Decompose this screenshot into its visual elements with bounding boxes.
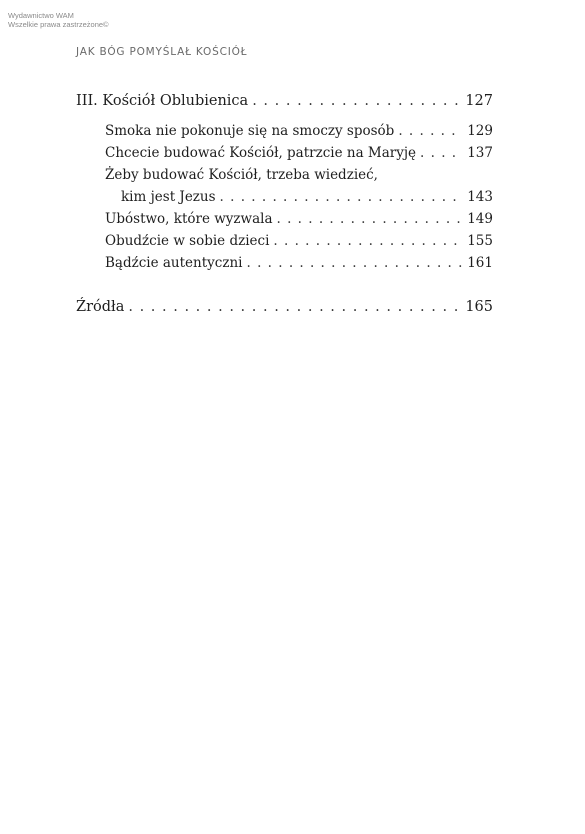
watermark-rights: Wszelkie prawa zastrzeżone© <box>8 20 109 29</box>
toc-entry-title: Smoka nie pokonuje się na smoczy sposób <box>105 123 395 139</box>
toc-page-number: 127 <box>465 93 493 109</box>
toc-sources-title: Źródła <box>76 299 125 315</box>
toc-entry-title: Obudźcie w sobie dzieci <box>105 233 270 249</box>
toc-part-title: III. Kościół Oblubienica <box>76 93 249 109</box>
toc-entry <box>76 230 493 252</box>
toc-entry <box>76 142 493 164</box>
toc-leader-dots <box>420 142 463 164</box>
toc-entry-title: Ubóstwo, które wyzwala <box>105 211 273 227</box>
toc-page-number: 165 <box>465 299 493 315</box>
toc-page-number: 155 <box>467 233 493 249</box>
toc-leader-dots <box>273 230 463 252</box>
toc-page-number: 161 <box>467 255 493 271</box>
watermark-publisher: Wydawnictwo WAM <box>8 11 74 20</box>
toc-entry <box>76 252 493 274</box>
toc-entry <box>76 120 493 142</box>
toc-leader-dots <box>128 296 461 318</box>
publisher-watermark <box>8 11 109 29</box>
toc-leader-dots <box>277 208 464 230</box>
toc-leader-dots <box>246 252 463 274</box>
toc-leader-dots <box>252 90 461 112</box>
toc-entry <box>76 186 493 208</box>
table-of-contents <box>76 90 493 318</box>
toc-entry-title: Bądźcie autentyczni <box>105 255 243 271</box>
toc-leader-dots <box>220 186 463 208</box>
toc-entry-title: Żeby budować Kościół, trzeba wiedzieć, <box>105 167 378 183</box>
toc-page-number: 149 <box>467 211 493 227</box>
toc-part-entry <box>76 90 493 112</box>
toc-entry-title: Chcecie budować Kościół, patrzcie na Maryję <box>105 145 417 161</box>
toc-entry-first-line <box>76 164 493 186</box>
toc-entry-title-continuation: kim jest Jezus <box>121 189 216 205</box>
toc-entry <box>76 208 493 230</box>
running-head: JAK BÓG POMYŚLAŁ KOŚCIÓŁ <box>76 46 248 58</box>
toc-page-number: 143 <box>467 189 493 205</box>
toc-leader-dots <box>398 120 463 142</box>
toc-page-number: 129 <box>467 123 493 139</box>
toc-sources-entry <box>76 296 493 318</box>
toc-page-number: 137 <box>467 145 493 161</box>
